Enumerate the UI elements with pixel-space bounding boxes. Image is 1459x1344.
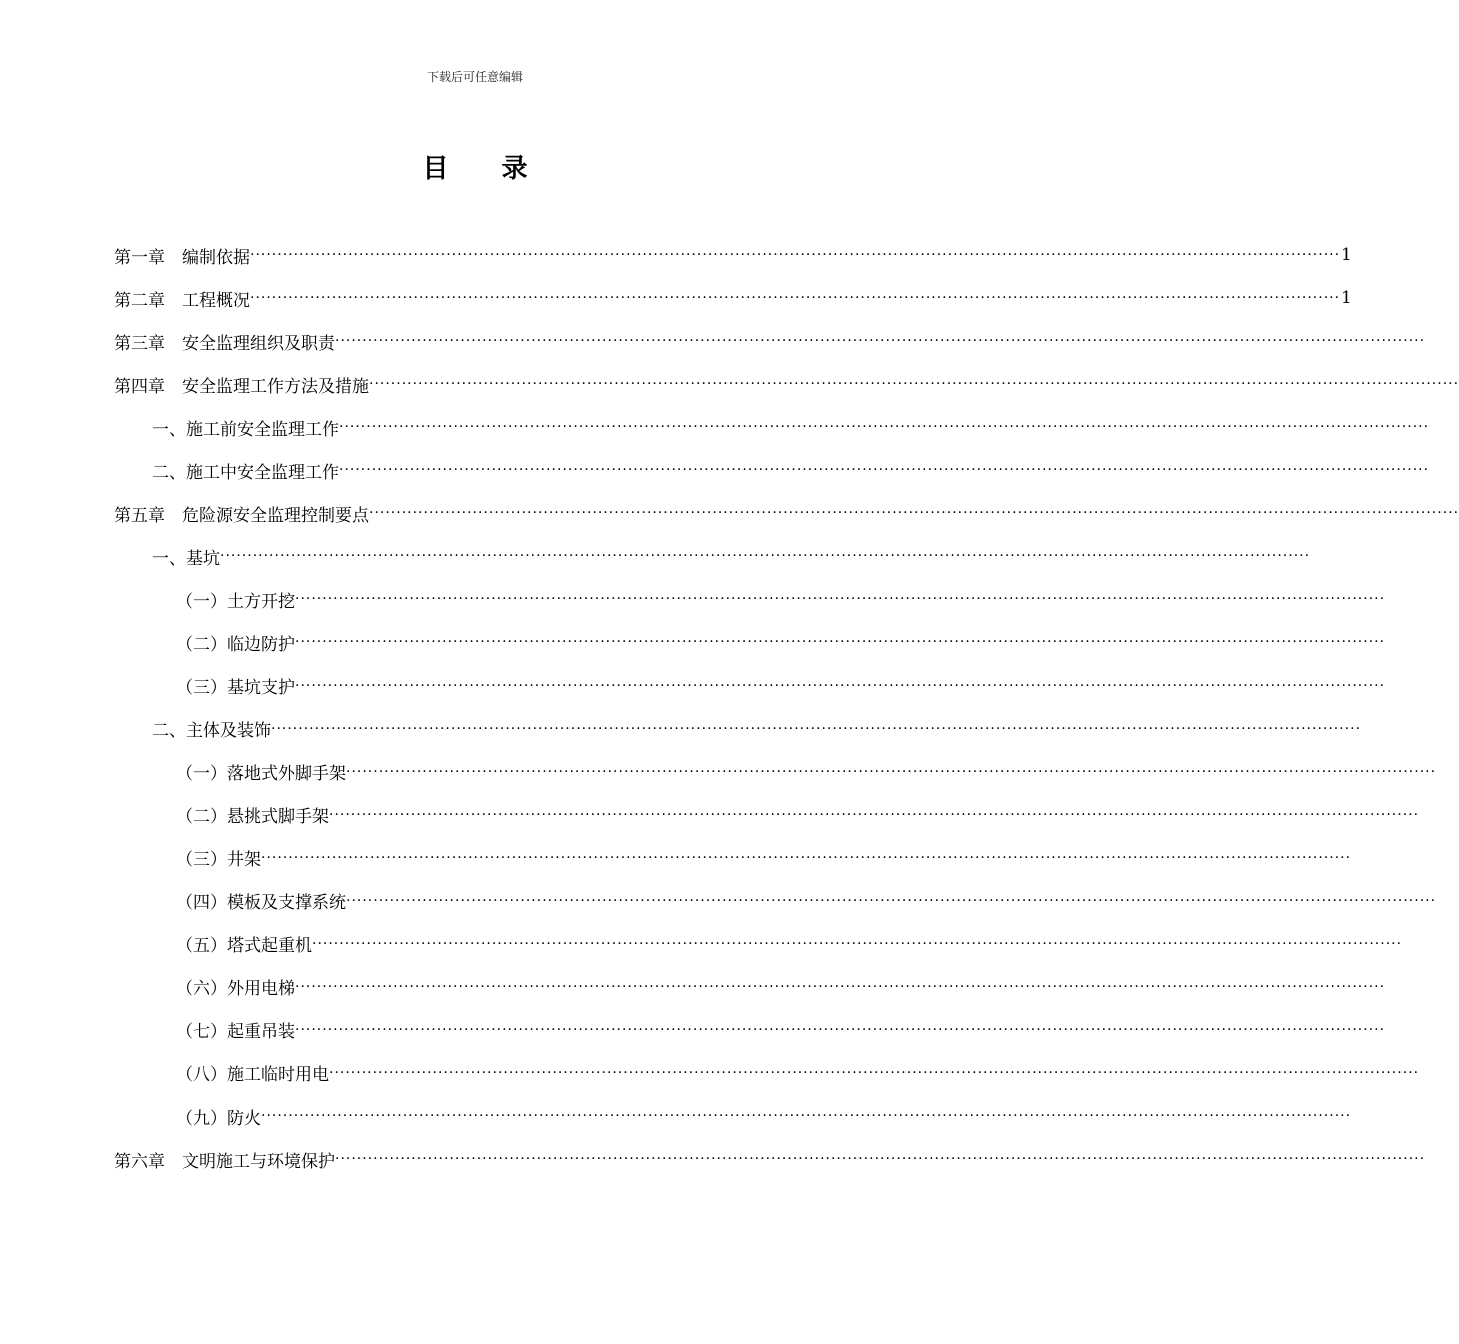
toc-leader-dots: ········································································································································································································ — [250, 247, 1341, 263]
toc-entry-label: 第五章 危险源安全监理控制要点 — [114, 505, 369, 526]
toc-leader-dots: ········································································································································································································ — [369, 376, 1459, 393]
toc-leader-dots: ········································································································································································································ — [339, 419, 1430, 436]
toc-entry[interactable] — [114, 240, 1352, 270]
toc-leader-dots: ········································································································································································································ — [261, 1108, 1352, 1124]
toc-entry[interactable] — [114, 498, 1459, 528]
toc-entry-label: （三）井架 — [176, 850, 261, 871]
toc-leader-dots: ········································································································································································································ — [312, 935, 1403, 952]
toc-entry[interactable] — [176, 1058, 1420, 1088]
toc-leader-dots: ········································································································································································································ — [369, 505, 1459, 522]
toc-entry-label: （六）外用电梯 — [176, 979, 295, 1000]
toc-entry-label: 第一章 编制依据 — [114, 247, 250, 268]
toc-entry[interactable] — [152, 455, 1430, 485]
toc-entry[interactable] — [114, 369, 1459, 399]
toc-leader-dots: ········································································································································································································ — [335, 333, 1426, 350]
toc-entry-label: （五）塔式起重机 — [176, 936, 312, 957]
toc-entry[interactable] — [176, 972, 1386, 1002]
page-header: 下载后可任意编辑 — [426, 70, 523, 84]
toc-entry-label: （四）模板及支撑系统 — [176, 893, 346, 914]
toc-leader-dots: ········································································································································································································ — [346, 763, 1437, 780]
toc-entry-label: 二、主体及装饰 — [152, 721, 271, 742]
toc-entry[interactable] — [176, 757, 1437, 787]
toc-leader-dots: ········································································································································································································ — [335, 1151, 1426, 1168]
toc-leader-dots: ········································································································································································································ — [261, 849, 1352, 866]
toc-entry[interactable] — [176, 1015, 1386, 1045]
toc-entry-label: 第四章 安全监理工作方法及措施 — [114, 376, 369, 397]
toc-entry[interactable] — [176, 671, 1386, 701]
toc-leader-dots: ········································································································································································································ — [329, 806, 1420, 823]
toc-leader-dots: ········································································································································································································ — [339, 462, 1430, 479]
toc-leader-dots: ········································································································································································································ — [250, 290, 1341, 307]
toc-entry-label: （九）防火 — [176, 1108, 261, 1129]
toc-entry-label: （八）施工临时用电 — [176, 1065, 329, 1086]
toc-entry-label: （一）土方开挖 — [176, 591, 295, 612]
toc-entry-label: 第二章 工程概况 — [114, 290, 250, 311]
toc-entry-label: 一、施工前安全监理工作 — [152, 419, 339, 440]
toc-entry[interactable] — [176, 584, 1386, 614]
toc-leader-dots: ········································································································································································································ — [271, 720, 1362, 737]
toc-page-number: 1 — [1341, 245, 1352, 265]
toc-title: 目 录 — [422, 154, 550, 184]
toc-entry[interactable] — [152, 412, 1430, 442]
toc-entry-label: 第三章 安全监理组织及职责 — [114, 333, 335, 354]
toc-leader-dots: ········································································································································································································ — [329, 1064, 1420, 1081]
toc-entry[interactable] — [152, 714, 1362, 744]
toc-leader-dots: ········································································································································································································ — [295, 1021, 1386, 1038]
toc-entry[interactable] — [114, 1144, 1426, 1174]
toc-entry-label: 二、施工中安全监理工作 — [152, 462, 339, 483]
toc-entry-label: （二）临边防护 — [176, 634, 295, 655]
toc-entry-label: 一、基坑 — [152, 548, 220, 569]
toc-leader-dots: ········································································································································································································ — [295, 677, 1386, 694]
toc-leader-dots: ········································································································································································································ — [295, 591, 1386, 608]
toc-entry[interactable] — [176, 886, 1437, 916]
toc-entry-label: （三）基坑支护 — [176, 678, 295, 698]
toc-entry-label: （二）悬挑式脚手架 — [176, 807, 329, 828]
toc-entry[interactable] — [176, 800, 1420, 830]
toc-entry[interactable] — [114, 283, 1352, 313]
toc-entry-label: 第六章 文明施工与环境保护 — [114, 1151, 335, 1172]
toc-leader-dots: ········································································································································································································ — [346, 892, 1437, 909]
toc-leader-dots: ········································································································································································································ — [295, 978, 1386, 995]
toc-entry[interactable] — [176, 929, 1403, 959]
toc-entry[interactable] — [176, 1101, 1352, 1131]
toc-page-number: 1 — [1341, 288, 1352, 309]
toc-entry[interactable] — [114, 326, 1426, 356]
toc-entry[interactable] — [176, 843, 1352, 873]
toc-entry-label: （一）落地式外脚手架 — [176, 764, 346, 785]
toc-leader-dots: ········································································································································································································ — [295, 634, 1386, 651]
toc-entry[interactable] — [176, 627, 1386, 657]
toc-entry[interactable] — [152, 541, 1311, 571]
toc-leader-dots: ········································································································································································································ — [220, 548, 1311, 565]
toc-entry-label: （七）起重吊装 — [176, 1022, 295, 1043]
